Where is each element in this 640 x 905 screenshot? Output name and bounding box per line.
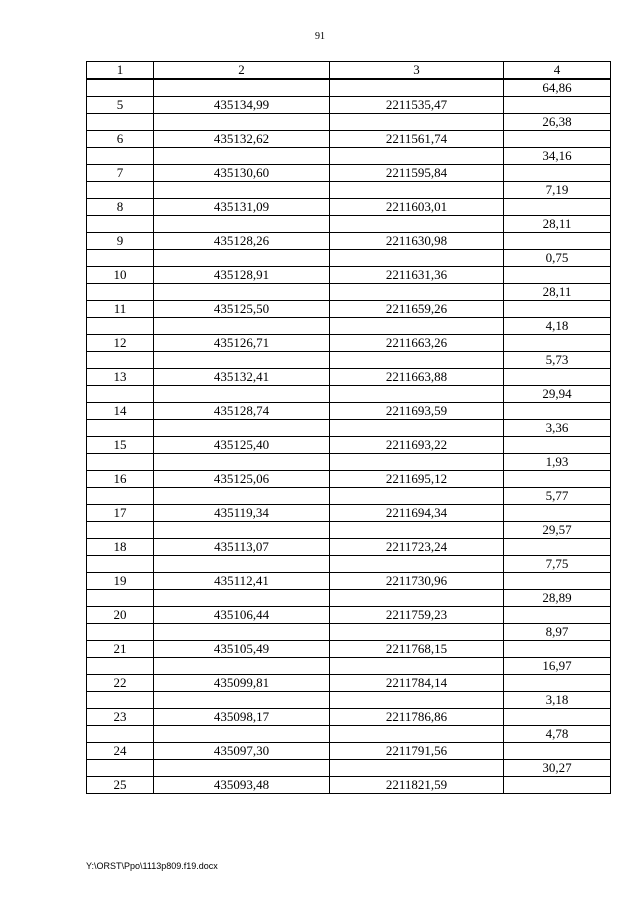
table-cell	[504, 640, 611, 657]
table-cell	[330, 283, 504, 300]
table-cell: 2211663,88	[330, 368, 504, 385]
table-cell	[504, 96, 611, 113]
table-cell	[504, 368, 611, 385]
table-cell: 2211759,23	[330, 606, 504, 623]
table-cell: 2211821,59	[330, 776, 504, 793]
table-cell: 64,86	[504, 79, 611, 97]
table-cell: 19	[87, 572, 154, 589]
table-cell	[154, 385, 330, 402]
table-row	[87, 334, 611, 351]
table-cell	[154, 657, 330, 674]
table-cell: 2211784,14	[330, 674, 504, 691]
table-row	[87, 385, 611, 402]
table-row	[87, 606, 611, 623]
table-cell	[87, 487, 154, 504]
table-cell	[87, 249, 154, 266]
table-cell: 7,19	[504, 181, 611, 198]
table-cell: 435130,60	[154, 164, 330, 181]
table-cell	[330, 725, 504, 742]
table-row	[87, 368, 611, 385]
table-cell	[330, 589, 504, 606]
table-cell: 15	[87, 436, 154, 453]
table-cell: 24	[87, 742, 154, 759]
table-cell: 2211768,15	[330, 640, 504, 657]
table-row	[87, 215, 611, 232]
table-cell: 435112,41	[154, 572, 330, 589]
table-cell: 22	[87, 674, 154, 691]
table-cell	[154, 419, 330, 436]
table-cell: 5,77	[504, 487, 611, 504]
table-cell: 435125,06	[154, 470, 330, 487]
table-cell: 435099,81	[154, 674, 330, 691]
table-row	[87, 657, 611, 674]
table-cell: 18	[87, 538, 154, 555]
table-cell	[330, 487, 504, 504]
table-cell	[330, 555, 504, 572]
table-cell: 435125,40	[154, 436, 330, 453]
table-cell: 435126,71	[154, 334, 330, 351]
table-row	[87, 521, 611, 538]
table-row	[87, 96, 611, 113]
column-header: 4	[504, 62, 611, 79]
table-cell: 435134,99	[154, 96, 330, 113]
table-cell: 10	[87, 266, 154, 283]
table-cell: 435093,48	[154, 776, 330, 793]
table-cell: 29,57	[504, 521, 611, 538]
table-cell	[154, 79, 330, 97]
table-cell	[87, 351, 154, 368]
table-cell: 435097,30	[154, 742, 330, 759]
table-cell: 21	[87, 640, 154, 657]
table-cell	[87, 79, 154, 97]
table-cell: 2211595,84	[330, 164, 504, 181]
table-cell	[330, 79, 504, 97]
table-row	[87, 759, 611, 776]
table-cell	[154, 249, 330, 266]
table-cell	[87, 691, 154, 708]
table-row	[87, 504, 611, 521]
table-cell: 16	[87, 470, 154, 487]
table-row	[87, 164, 611, 181]
table-cell: 435128,74	[154, 402, 330, 419]
table-row	[87, 266, 611, 283]
table-cell	[87, 283, 154, 300]
table-row	[87, 113, 611, 130]
table-cell	[154, 521, 330, 538]
column-header: 1	[87, 62, 154, 79]
table-row	[87, 300, 611, 317]
table-cell: 435128,91	[154, 266, 330, 283]
table-cell	[330, 385, 504, 402]
table-cell	[330, 657, 504, 674]
table-cell: 4,18	[504, 317, 611, 334]
table-cell	[154, 453, 330, 470]
table-row	[87, 742, 611, 759]
table-cell	[87, 181, 154, 198]
table-cell: 3,36	[504, 419, 611, 436]
table-row	[87, 572, 611, 589]
table-cell: 435132,62	[154, 130, 330, 147]
table-cell	[154, 113, 330, 130]
table-cell: 5,73	[504, 351, 611, 368]
table-cell: 7	[87, 164, 154, 181]
table-cell: 435106,44	[154, 606, 330, 623]
table-cell	[330, 317, 504, 334]
table-cell	[504, 504, 611, 521]
table-row	[87, 317, 611, 334]
table-cell	[154, 487, 330, 504]
table-cell: 12	[87, 334, 154, 351]
table-cell: 34,16	[504, 147, 611, 164]
table-cell	[154, 317, 330, 334]
table-cell	[504, 606, 611, 623]
table-cell	[330, 351, 504, 368]
table-row	[87, 538, 611, 555]
table-cell: 3,18	[504, 691, 611, 708]
table-row	[87, 198, 611, 215]
table-cell	[87, 113, 154, 130]
table-cell: 28,89	[504, 589, 611, 606]
table-row	[87, 708, 611, 725]
table-cell	[154, 283, 330, 300]
table-cell	[154, 555, 330, 572]
table-cell	[87, 725, 154, 742]
table-cell	[330, 521, 504, 538]
table-cell	[504, 776, 611, 793]
table-cell: 2211659,26	[330, 300, 504, 317]
table-cell	[154, 623, 330, 640]
table-cell: 435119,34	[154, 504, 330, 521]
table-cell: 2211663,26	[330, 334, 504, 351]
table-cell	[87, 419, 154, 436]
table-cell	[87, 215, 154, 232]
file-path-footer: Y:\ORST\Ppo\1113p809.f19.docx	[86, 861, 218, 871]
column-header: 3	[330, 62, 504, 79]
table-cell	[330, 419, 504, 436]
table-cell	[330, 759, 504, 776]
table-cell	[504, 436, 611, 453]
table-row	[87, 589, 611, 606]
table-cell	[504, 130, 611, 147]
table-cell: 4,78	[504, 725, 611, 742]
table-cell: 2211723,24	[330, 538, 504, 555]
table-cell	[154, 147, 330, 164]
table-cell: 2211630,98	[330, 232, 504, 249]
table-cell: 17	[87, 504, 154, 521]
table-cell: 2211694,34	[330, 504, 504, 521]
table-cell	[154, 759, 330, 776]
table-cell	[154, 351, 330, 368]
table-row	[87, 147, 611, 164]
table-cell: 435105,49	[154, 640, 330, 657]
table-cell: 20	[87, 606, 154, 623]
table-row	[87, 181, 611, 198]
table-row	[87, 725, 611, 742]
table-cell	[504, 334, 611, 351]
table-cell: 435132,41	[154, 368, 330, 385]
coordinates-table	[86, 61, 611, 794]
table-cell: 11	[87, 300, 154, 317]
table-cell: 435131,09	[154, 198, 330, 215]
table-cell	[330, 623, 504, 640]
table-row	[87, 776, 611, 793]
table-row	[87, 555, 611, 572]
table-cell	[154, 691, 330, 708]
table-row	[87, 470, 611, 487]
table-cell: 2211695,12	[330, 470, 504, 487]
column-header: 2	[154, 62, 330, 79]
table-cell	[330, 181, 504, 198]
table-cell	[154, 215, 330, 232]
table-cell	[87, 317, 154, 334]
table-header-row	[87, 62, 611, 79]
table-row	[87, 436, 611, 453]
table-cell	[330, 691, 504, 708]
table-cell: 28,11	[504, 283, 611, 300]
table-row	[87, 249, 611, 266]
table-cell	[330, 215, 504, 232]
table-cell	[504, 232, 611, 249]
table-cell: 435125,50	[154, 300, 330, 317]
table-cell	[504, 470, 611, 487]
table-row	[87, 453, 611, 470]
table-cell: 435098,17	[154, 708, 330, 725]
table-cell: 2211786,86	[330, 708, 504, 725]
table-cell: 8,97	[504, 623, 611, 640]
table-cell	[87, 555, 154, 572]
table-cell: 7,75	[504, 555, 611, 572]
table-cell: 16,97	[504, 657, 611, 674]
table-cell	[504, 538, 611, 555]
table-cell: 2211631,36	[330, 266, 504, 283]
table-cell: 5	[87, 96, 154, 113]
table-cell	[154, 589, 330, 606]
table-cell	[504, 572, 611, 589]
table-cell: 26,38	[504, 113, 611, 130]
table-cell	[504, 708, 611, 725]
table-cell	[504, 300, 611, 317]
table-cell: 2211791,56	[330, 742, 504, 759]
table-row	[87, 487, 611, 504]
table-cell: 29,94	[504, 385, 611, 402]
table-row	[87, 419, 611, 436]
table-row	[87, 691, 611, 708]
table-cell: 2211693,59	[330, 402, 504, 419]
table-cell	[87, 759, 154, 776]
table-cell	[87, 147, 154, 164]
table-cell	[504, 402, 611, 419]
table-row	[87, 623, 611, 640]
table-cell: 2211730,96	[330, 572, 504, 589]
table-cell	[87, 623, 154, 640]
table-cell: 2211561,74	[330, 130, 504, 147]
table-cell: 2211693,22	[330, 436, 504, 453]
table-cell: 14	[87, 402, 154, 419]
table-cell: 2211603,01	[330, 198, 504, 215]
table-cell	[330, 147, 504, 164]
table-cell: 6	[87, 130, 154, 147]
table-cell: 435128,26	[154, 232, 330, 249]
table-cell: 9	[87, 232, 154, 249]
table-cell	[330, 113, 504, 130]
table-row	[87, 351, 611, 368]
table-cell: 28,11	[504, 215, 611, 232]
table-row	[87, 79, 611, 97]
table-cell	[504, 266, 611, 283]
table-row	[87, 674, 611, 691]
table-row	[87, 232, 611, 249]
table-cell: 2211535,47	[330, 96, 504, 113]
table-cell: 8	[87, 198, 154, 215]
table-cell	[87, 589, 154, 606]
table-cell: 23	[87, 708, 154, 725]
table-cell	[87, 453, 154, 470]
table-cell: 0,75	[504, 249, 611, 266]
table-cell	[504, 164, 611, 181]
table-cell	[87, 521, 154, 538]
table-cell	[504, 674, 611, 691]
table-row	[87, 283, 611, 300]
table-cell: 13	[87, 368, 154, 385]
table-row	[87, 640, 611, 657]
page-number: 91	[315, 31, 325, 42]
table-cell: 30,27	[504, 759, 611, 776]
table-row	[87, 130, 611, 147]
table-cell	[154, 181, 330, 198]
table-cell	[87, 385, 154, 402]
table-cell	[330, 249, 504, 266]
table-cell: 25	[87, 776, 154, 793]
table-cell	[504, 198, 611, 215]
table-cell	[504, 742, 611, 759]
table-cell: 1,93	[504, 453, 611, 470]
table-cell	[154, 725, 330, 742]
table-body	[87, 79, 611, 794]
table-cell	[330, 453, 504, 470]
table-cell: 435113,07	[154, 538, 330, 555]
table-row	[87, 402, 611, 419]
table-cell	[87, 657, 154, 674]
